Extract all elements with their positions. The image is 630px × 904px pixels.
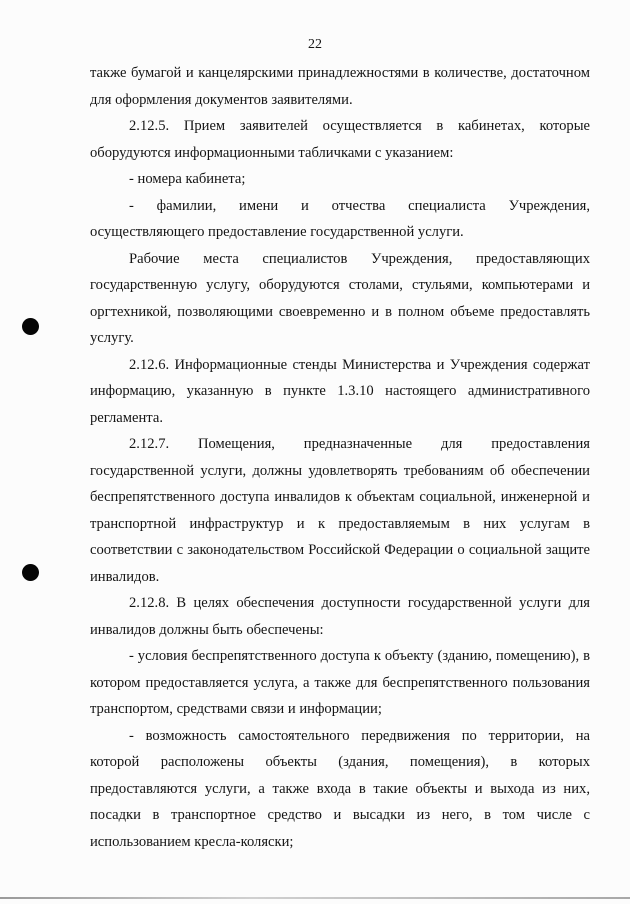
paragraph-2-12-8: 2.12.8. В целях обеспечения доступности государственной услуги для инвалидов должны быть обеспечены: — [90, 595, 590, 638]
list-item-cabinet-number: - номера кабинета; — [129, 171, 246, 187]
page-number: 22 — [308, 37, 322, 52]
punch-hole-bottom — [22, 564, 39, 581]
paragraph-2-12-5: 2.12.5. Прием заявителей осуществляется в кабинетах, которые оборудуются информационными табличками с указанием: — [90, 118, 590, 161]
document-body — [90, 60, 590, 855]
paragraph-2-12-7: 2.12.7. Помещения, предназначенные для предоставления государственной услуги, должны удовлетворять требованиям об обеспечении беспрепятственного доступа инвалидов к объектам социальной, инженерной и транспортной инфраструктур и к предоставляемым в них услугам в соответствии с законодательством Российской Федерации о социальной защите инвалидов. — [90, 436, 590, 585]
paragraph-continuation: также бумагой и канцелярскими принадлежностями в количестве, достаточном для оформления документов заявителями. — [90, 65, 590, 108]
paragraph-2-12-6: 2.12.6. Информационные стенды Министерства и Учреждения содержат информацию, указанную в пункте 1.3.10 настоящего административного регламента. — [90, 356, 590, 426]
punch-hole-top — [22, 318, 39, 335]
paragraph-workplaces: Рабочие места специалистов Учреждения, предоставляющих государственную услугу, оборудуются столами, стульями, компьютерами и оргтехникой, позволяющими своевременно и в полном объеме предоставлять услугу. — [90, 250, 590, 346]
list-item-access-conditions: - условия беспрепятственного доступа к объекту (зданию, помещению), в котором предоставляется услуга, а также для беспрепятственного пользования транспортом, средствами связи и информации; — [90, 648, 590, 717]
list-item-specialist-name: - фамилии, имени и отчества специалиста Учреждения, осуществляющего предоставление государственной услуги. — [90, 197, 590, 240]
list-item-movement: - возможность самостоятельного передвижения по территории, на которой расположены объекты (здания, помещения), в которых предоставляются услуги, а также входа в такие объекты и выхода из них, посадки в транспортное средство и высадки из него, в том числе с использованием кресла-коляски; — [90, 727, 590, 850]
scan-edge-line — [0, 897, 630, 899]
